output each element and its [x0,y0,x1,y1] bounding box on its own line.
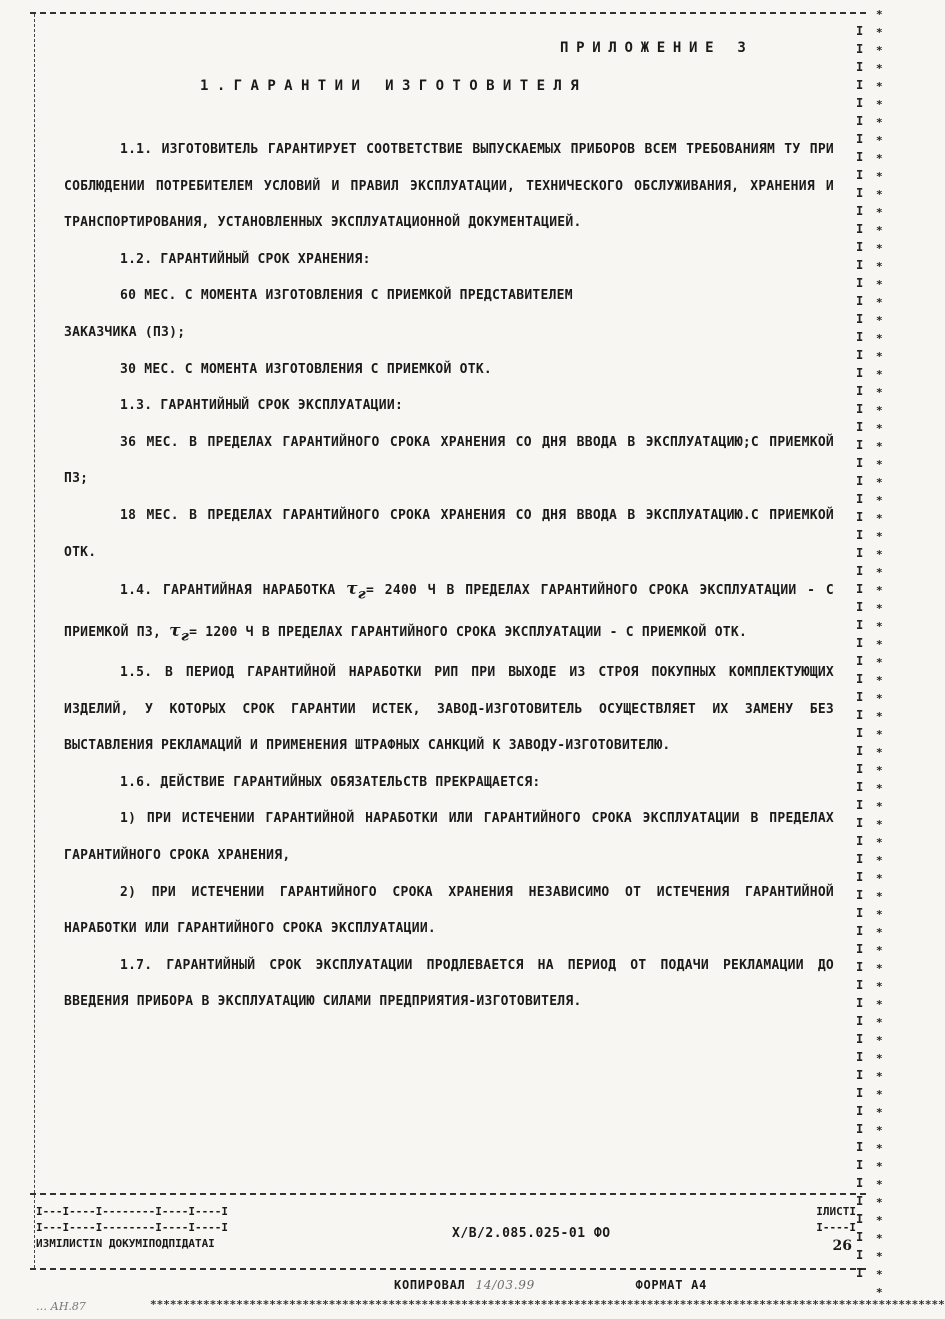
paragraph-operation-18: 18 МЕС. В ПРЕДЕЛАХ ГАРАНТИЙНОГО СРОКА ХРАНЕНИЯ СО ДНЯ ВВОДА В ЭКСПЛУАТАЦИЮ.С ПРИЕМКОЙ ОТК. [64,507,834,560]
copied-label: КОПИРОВАЛ [394,1278,466,1292]
runtime-text-b: = 2400 Ч В ПРЕДЕЛАХ ГАРАНТИЙНОГО СРОКА ЭКСПЛУАТАЦИИ - С ПРИЕМКОЙ ПЗ, [64,583,834,641]
frame-stamp-divider [30,1193,866,1195]
sheet-label: IЛИСТI I----I [816,1205,856,1234]
margin-star-rail: * * * * * * * * * * * * * * * * * * * * * * * * * * * * * * * * * * * * * * * * * * * * * * * * * * * * * * * * * * * * * * * * * * * * * * * * [876,8,883,1299]
revision-header: ИЗМIЛИСТIN ДОКУМIПОДПIДАТАI [36,1237,215,1250]
paragraph-1-4 [64,571,834,655]
corner-note: … АН.87 [36,1300,86,1313]
sheet-number: 26 [832,1238,852,1254]
paragraph-operation-36: 36 МЕС. В ПРЕДЕЛАХ ГАРАНТИЙНОГО СРОКА ХРАНЕНИЯ СО ДНЯ ВВОДА В ЭКСПЛУАТАЦИЮ;С ПРИЕМКОЙ ПЗ; [64,434,834,487]
paragraph-storage-60-cont: ЗАКАЗЧИКА (ПЗ); [64,324,186,340]
frame-bottom-border [30,1268,866,1270]
revision-row: I---I----I--------I----I----I [36,1221,229,1234]
copy-line [394,1278,707,1292]
document-code: Х/В/2.085.025-01 ФО [452,1226,611,1241]
format-label: ФОРМАТ А4 [635,1278,708,1292]
paragraph-1-1: 1.1. ИЗГОТОВИТЕЛЬ ГАРАНТИРУЕТ СООТВЕТСТВИЕ ВЫПУСКАЕМЫХ ПРИБОРОВ ВСЕМ ТРЕБОВАНИЯМ ТУ ПРИ СОБЛЮДЕНИИ ПОТРЕБИТЕЛЕМ УСЛОВИЙ И ПРАВИЛ ЭКСПЛУАТАЦИИ, ТЕХНИЧЕСКОГО ОБСЛУЖИВАНИЯ, ХРАНЕНИЯ И ТРАНСПОРТИРОВАНИЯ, УСТАНОВЛЕННЫХ ЭКСПЛУАТАЦИОННОЙ ДОКУМЕНТАЦИЕЙ. [64,142,834,231]
paragraph-term-2: 2) ПРИ ИСТЕЧЕНИИ ГАРАНТИЙНОГО СРОКА ХРАНЕНИЯ НЕЗАВИСИМО ОТ ИСТЕЧЕНИЯ ГАРАНТИЙНОЙ НАРАБОТКИ ИЛИ ГАРАНТИЙНОГО СРОКА ЭКСПЛУАТАЦИИ. [64,884,834,937]
paragraph-1-5: 1.5. В ПЕРИОД ГАРАНТИЙНОЙ НАРАБОТКИ РИП ПРИ ВЫХОДЕ ИЗ СТРОЯ ПОКУПНЫХ КОМПЛЕКТУЮЩИХ ИЗДЕЛИЙ, У КОТОРЫХ СРОК ГАРАНТИИ ИСТЕК, ЗАВОД-ИЗГОТОВИТЕЛЬ ОСУЩЕСТВЛЯЕТ ИХ ЗАМЕНУ БЕЗ ВЫСТАВЛЕНИЯ РЕКЛАМАЦИЙ И ПРИМЕНЕНИЯ ШТРАФНЫХ САНКЦИЙ К ЗАВОДУ-ИЗГОТОВИТЕЛЮ. [64,665,834,754]
paragraph-storage-60: 60 МЕС. С МОМЕНТА ИЗГОТОВЛЕНИЯ С ПРИЕМКОЙ ПРЕДСТАВИТЕЛЕМ [120,288,573,304]
revision-row: I---I----I--------I----I----I [36,1205,229,1218]
paragraph-1-6: 1.6. ДЕЙСТВИЕ ГАРАНТИЙНЫХ ОБЯЗАТЕЛЬСТВ ПРЕКРАЩАЕТСЯ: [120,774,541,790]
paragraph-storage-30: 30 МЕС. С МОМЕНТА ИЗГОТОВЛЕНИЯ С ПРИЕМКОЙ ОТК. [120,361,492,377]
paragraph-1-3: 1.3. ГАРАНТИЙНЫЙ СРОК ЭКСПЛУАТАЦИИ: [120,398,404,414]
tau-symbol: $\tau_г$ [346,579,367,603]
appendix-caption: ПРИЛОЖЕНИЕ 3 [560,40,754,56]
frame-right-rail: I I I I I I I I I I I I I I I I I I I I I I I I I I I I I I I I I I I I I I I I I I I I I I I I I I I I I I I I I I I I I I I I I I I I I I [856,24,864,1280]
frame-top-border [30,12,866,14]
tau-symbol: $\tau_г$ [169,621,190,645]
copier-signature: 14/03.99 [475,1278,535,1292]
frame-left-border [34,14,35,1268]
runtime-text-c: = 1200 Ч В ПРЕДЕЛАХ ГАРАНТИЙНОГО СРОКА ЭКСПЛУАТАЦИИ - С ПРИЕМКОЙ ОТК. [189,625,748,641]
footer-star-line: ************************************************************************************************************************ [150,1298,945,1311]
title-block-stamp [36,1204,856,1264]
section-title: 1.ГАРАНТИИ ИЗГОТОВИТЕЛЯ [200,78,588,94]
paragraph-1-2: 1.2. ГАРАНТИЙНЫЙ СРОК ХРАНЕНИЯ: [120,251,371,267]
runtime-text-a: 1.4. ГАРАНТИЙНАЯ НАРАБОТКА [120,583,336,599]
revision-grid [36,1204,228,1252]
paragraph-1-7: 1.7. ГАРАНТИЙНЫЙ СРОК ЭКСПЛУАТАЦИИ ПРОДЛЕВАЕТСЯ НА ПЕРИОД ОТ ПОДАЧИ РЕКЛАМАЦИИ ДО ВВЕДЕНИЯ ПРИБОРА В ЭКСПЛУАТАЦИЮ СИЛАМИ ПРЕДПРИЯТИЯ-ИЗГОТОВИТЕЛЯ. [64,957,834,1010]
document-body [64,132,834,1021]
paragraph-term-1: 1) ПРИ ИСТЕЧЕНИИ ГАРАНТИЙНОЙ НАРАБОТКИ ИЛИ ГАРАНТИЙНОГО СРОКА ЭКСПЛУАТАЦИИ В ПРЕДЕЛАХ ГАРАНТИЙНОГО СРОКА ХРАНЕНИЯ, [64,811,834,864]
